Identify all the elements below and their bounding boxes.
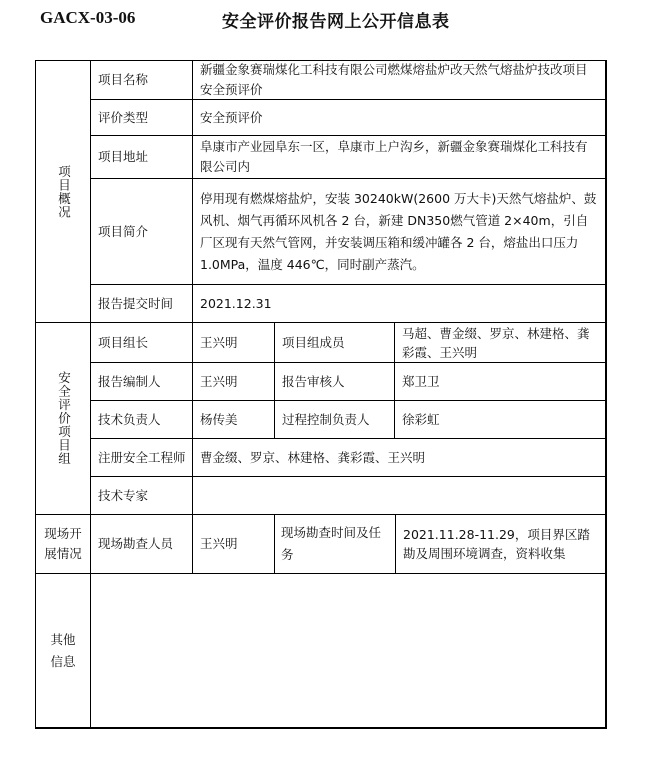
document-code: GACX-03-06 xyxy=(40,8,136,27)
label-eval-type xyxy=(90,99,193,136)
section-team-label: 安全评价项目组 xyxy=(56,371,72,466)
value-other xyxy=(90,573,606,728)
value-leader xyxy=(192,322,275,363)
value-text: 郑卫卫 xyxy=(402,373,440,389)
label-text: 报告编制人 xyxy=(98,373,161,389)
label-text: 报告审核人 xyxy=(282,373,345,389)
value-submit-date xyxy=(192,284,606,323)
value-text: 2021.12.31 xyxy=(200,295,272,311)
label-site-staff xyxy=(90,514,193,574)
label-author xyxy=(90,362,193,401)
value-text: 王兴明 xyxy=(200,536,238,551)
info-table xyxy=(35,60,606,728)
label-project-name xyxy=(90,60,193,100)
label-text: 项目组长 xyxy=(98,334,149,350)
value-text: 徐彩虹 xyxy=(402,411,440,427)
label-site-task xyxy=(274,514,396,574)
label-text: 项目简介 xyxy=(98,223,149,239)
label-text: 项目地址 xyxy=(98,149,149,164)
label-text: 技术专家 xyxy=(98,487,149,503)
label-reviewer xyxy=(274,362,395,401)
value-project-name xyxy=(192,60,606,100)
label-experts xyxy=(90,476,193,515)
value-site-staff xyxy=(192,514,275,574)
value-experts xyxy=(192,476,606,515)
value-eval-type xyxy=(192,99,606,136)
label-text: 报告提交时间 xyxy=(98,295,174,311)
label-text: 项目名称 xyxy=(98,72,149,87)
section-overview xyxy=(35,60,91,323)
label-text: 过程控制负责人 xyxy=(282,411,370,427)
value-members xyxy=(394,322,606,363)
section-site-label: 现场开展情况 xyxy=(44,526,82,561)
label-text: 技术负责人 xyxy=(98,411,161,427)
label-process-lead xyxy=(274,400,395,439)
value-text: 安全预评价 xyxy=(200,109,263,125)
label-engineers xyxy=(90,438,193,477)
section-other xyxy=(35,573,91,728)
label-text: 现场勘查时间及任务 xyxy=(281,525,382,562)
value-author xyxy=(192,362,275,401)
value-text: 王兴明 xyxy=(200,334,238,350)
label-tech-lead xyxy=(90,400,193,439)
section-team xyxy=(35,322,91,515)
label-text: 现场勘查人员 xyxy=(98,536,174,551)
value-text: 新疆金象赛瑞煤化工科技有限公司燃煤熔盐炉改天然气熔盐炉技改项目安全预评价 xyxy=(200,62,588,97)
label-summary xyxy=(90,178,193,285)
label-submit-date xyxy=(90,284,193,323)
value-address xyxy=(192,135,606,179)
value-process-lead xyxy=(394,400,606,439)
label-members xyxy=(274,322,395,363)
label-text: 注册安全工程师 xyxy=(98,449,186,465)
value-text: 停用现有燃煤熔盐炉，安装 30240kW(2600 万大卡)天然气熔盐炉、鼓风机、烟气再循环风机各 2 台，新建 DN350燃气管道 2×40m，引自厂区现有天然气管网，并安装调压箱和缓冲罐各 2 台，熔盐出口压力 1.0MPa，温度 446℃，同时副产蒸汽。 xyxy=(200,190,597,272)
value-text: 2021.11.28-11.29，项目界区踏勘及周围环境调查，资料收集 xyxy=(403,527,590,561)
section-other-label: 其他信息 xyxy=(50,631,76,669)
value-text: 王兴明 xyxy=(200,373,238,389)
section-overview-label: 项目概况 xyxy=(56,164,72,219)
value-site-task xyxy=(395,514,606,574)
value-summary xyxy=(192,178,606,285)
value-text: 阜康市产业园阜东一区，阜康市上户沟乡，新疆金象赛瑞煤化工科技有限公司内 xyxy=(200,139,588,174)
page-title: 安全评价报告网上公开信息表 xyxy=(222,12,450,32)
value-text: 杨传美 xyxy=(200,411,238,427)
label-text: 项目组成员 xyxy=(282,334,345,350)
value-text: 曹金缀、罗京、林建格、龚彩霞、王兴明 xyxy=(200,449,426,465)
value-tech-lead xyxy=(192,400,275,439)
value-engineers xyxy=(192,438,606,477)
value-reviewer xyxy=(394,362,606,401)
label-leader xyxy=(90,322,193,363)
label-text: 评价类型 xyxy=(98,109,149,125)
value-text: 马超、曹金缀、罗京、林建格、龚彩霞、王兴明 xyxy=(402,325,590,360)
section-site xyxy=(35,514,91,574)
label-address xyxy=(90,135,193,179)
